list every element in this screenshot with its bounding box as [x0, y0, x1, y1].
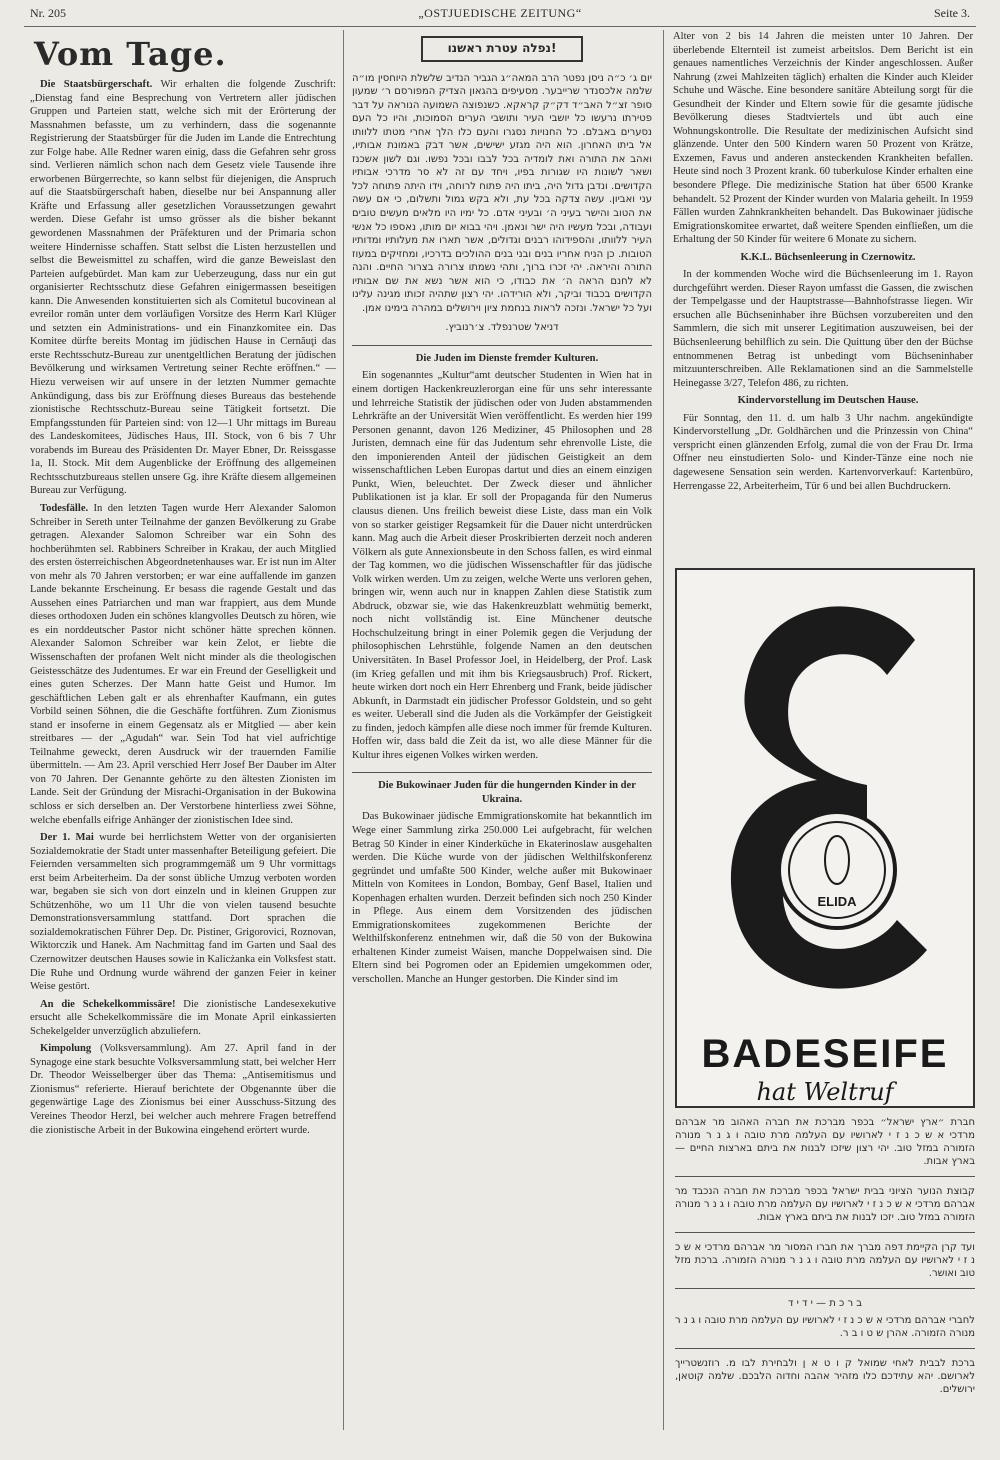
article-lead: Die Staatsbürgerschaft. [40, 79, 153, 90]
article-heading: Die Bukowinaer Juden für die hungernden Kinder in der Ukraina. [378, 780, 636, 805]
divider [675, 1232, 975, 1233]
article-body: Die zionistische Landesexekutive ersucht alle Schekelkommissäre die im Monate April einkassierten Schekelgelder unverzüglich abzuliefern. [30, 998, 336, 1037]
large-e-letter [731, 606, 927, 988]
soap-bar-circle [779, 812, 895, 928]
article-heading: K.K.L. Büchsenleerung in Czernowitz. [740, 251, 916, 263]
notice: קבוצת הנוער הציוני בבית ישראל בכפר מברכת את חברה הנכבד מר אברהם מרדכי א ש כ נ ז י לארושיו עם העלמה מרת טובה ו ג נ ר מנורה הזמורה במזל טוב. יזכו לבנות את ביתם בארץ אבות. [675, 1186, 975, 1223]
article-todesfaelle [30, 502, 336, 827]
article-erster-mai [30, 831, 336, 994]
article-body: Das Bukowinaer jüdische Emmigrationskomite hat bekanntlich im Wege einer Sammlung zirka 250.000 Lei aufgebracht, für welchen Betrag 50 Kinder in einer Kinderküche in Ekaterinoslaw ausgehalten werden. Die Küche wurde von der jüdischen Welthilfskonferenz gegründet und umfaßte 500 Kinder, welche außer mit Bukowinaer Mitteln von Komitees in London, Bombay, Genf Basel, Italien und Kopenhagen erhalten wurden. Derzeit befinden sich noch 250 Kinder in Pflege. Aus einem dem Vorsitzenden des jüdischen Emmigrationskomitees zugekommenen Berichte der Welthilfskonferenz entnehmen wir, daß die 50 von der Bukowina erhaltenen Kinder zumeist Waisen, manche Doppelwaisen sind. Die Eltern sind bei Pogromen oder an Epidemien umgekommen oder, verschollen. Manche an Hunger gestorben. Die Kinder sind im [352, 811, 652, 985]
notice-heading: ב ר כ ת — י ד י ד [787, 1298, 863, 1309]
article-body: Alter von 2 bis 14 Jahren die meisten unter 10 Jahren. Der überlebende Elternteil ist zumeist arbeitslos. Dem Bericht ist ein genaues namentliches Verzeichnis der Kinder angeschlossen. Außer Nahrung (zwei Mahlzeiten täglich) erhalten die Kinder auch Kleider Schuhe und Wäsche. Eine besondere sanitäre Abteilung sorgt für die Gesundheit der Kinder und Eltern sowie für die gesamte jüdische Bevölkerung dieses Stadtviertels und übt auch eine Wohnungskontrolle. Die Resultate der medizinischen Aufsicht sind glänzende. Unter den 500 Kindern waren 50 Prozent von Krätze, Exzemen, Favus und anderen ansteckenden Krankheiten befallen. Heute sind noch 3 Prozent krank. 60 tuberkulose Kinder erhalten eine besondere Pflege. Die medizinische Station hat über 6500 Kranke behandelt. 52 Prozent der Kinder wurden von Malaria geheilt. In 1959 Fällen wurden Zahnkrankheiten behandelt. Das Bukowinaer jüdische Emigrationskomitee erwartet, daß weitere Spenden einfließen, um die Erhaltung der 50 Kinder für weitere 6 Monate zu sichern. [673, 31, 973, 246]
article-heading: Kindervorstellung im Deutschen Hause. [737, 395, 919, 407]
article-body: Wir erhalten die folgende Zuschrift: „Dienstag fand eine Besprechung von Vertretern aller jüdischen Gruppen und Parteien statt, welche sich mit der Erörterung der Massnahmen befasste, um zu verhindern, dass die sogenannte Registrierung der Staatsbürger für die Juden im Lande die Entrechtung zur Folge habe. Alle Redner waren einig, dass die Gefahren sehr gross sind. Verlieren nämlich schon nach dem Gesetz viele Tausende ihre erworbenen Bürgerrechte, so kann selbst für diejenigen, die Anspruch auf die Staatsbürgerschaft haben, dieselbe nur bei Anspannung aller Kräfte und Erfassung aller gesetzlichen Voraussetzungen gewahrt werden. Diese Gefahr ist umso grösser als die bisher bekannt gewordenen Massnahmen der Präfekturen und der Primaria schon weitere Hindernisse schaffen. Statt selbst die Listen herzustellen und selbst die Beweismittel zu schaffen, wird die ganze Beweislast den Parteien aufgebürdet. Man kam zur Ueberzeugung, dass nur ein gut organisierter Rechtsschutz diese Gefahren einigermassen beseitigen kann. Die Anwesenden konstituierten sich als Comitetul bucovinean al evreilor român unter dem vorläufigen Vorsitze des Herrn Karl Klüger und setzten ein Administrations- und ein Finanzkomitee ein. Das Komitee dürfte bereits Montag im jüdischen Hause in Cernăuţi das erste Rechtsschutz-Bureau zur unentgeltlichen Beratung der jüdischen Bevölkerung und wirksamen Vertretung seiner Rechte eröffnen.“ — Hiezu verweisen wir auf unsere in der letzten Nummer gemachte Ankündigung, dass bis zur Eröffnung dieses Bureaus das bestehende zionistische Rechtsschutz-Bureau seine Tätigkeit fortsetzt. Die Empfangsstunden für Parteien sind: von 12—1 Uhr mittags im Bureau des Landeskomitees, Jüdisches Haus, III. Stock, von 6 bis 7 Uhr vorabends im Bureau des Präsidenten Dr. Mayer Ebner, Dr. Reissgasse 1a, II. Stock. Mit dem Augenblicke der Eröffnung des allgemeinen Rechtsschutzbureaus stellen unsere Gg. ihre Kräfte diesem allgemeinen Bureau zur Verfügung. [30, 79, 336, 497]
article-lead: An die Schekelkommissäre! [40, 998, 176, 1010]
article-lead: Der 1. Mai [40, 832, 94, 844]
hebrew-notices [675, 1116, 975, 1400]
issue-number: Nr. 205 [30, 6, 66, 20]
article-body: In der kommenden Woche wird die Büchsenleerung im 1. Rayon durchgeführt werden. Dieser Rayon umfasst die Gassen, die zwischen der Tempelgasse und der Hauptstrasse—Bahnhofstrasse liegen. Wir ersuchen alle Büchseninhaber ihre Büchsen vorzubereiten und den Sammlern, die sich mit unserer Legitimation auszuweisen, bei der Büchsenleerung behilflich zu sein. Die Quittung über den der Büchse entnommenen Betrag ist unbedingt vom Büchseninhaber mitzuunterschreiben. Alle Reklamationen sind an die Sammelstelle Heinegasse 3/27, Telefon 486, zu richten. [673, 269, 973, 389]
divider [675, 1288, 975, 1289]
article-lead: Todesfälle. [40, 502, 89, 514]
column-divider-1 [343, 30, 344, 1430]
newspaper-title: „OSTJUEDISCHE ZEITUNG“ [418, 6, 582, 20]
divider [675, 1348, 975, 1349]
column-right [673, 30, 973, 560]
divider [352, 345, 652, 346]
article-staatsbuergerschaft [30, 78, 336, 498]
column-divider-2 [663, 30, 664, 1430]
column-middle [352, 30, 652, 1435]
elida-soap-advertisement [675, 568, 975, 1108]
article-body: (Volksversammlung). Am 27. April fand in der Synagoge eine stark besuchte Volksversammlung statt, bei welcher Herr Dr. Theodor Weisselberger über das Thema: „Antisemitismus und Zionismus“ referierte. Hierauf berichtete der Obgenannte über die gegenwärtige Lage des Zionismus bei einer Ausschuss-Sitzung des Vereines Theodor Herzl, bei welcher auch mehrere Fragen betreffend die zionistische Arbeit in der Bukowina eingehend erörtert wurde. [30, 1043, 336, 1136]
article-body: wurde bei herrlichstem Wetter von der organisierten Sozialdemokratie der Stadt unter massenhafter Beteiligung gefeiert. Die Feiernden versammelten sich programmgemäß um 9 Uhr vormittags erst beim Arbeiterheim. Da der sonst übliche Umzug verboten worden war, begaben sie sich von dort einzeln und in kleinen Gruppen zur Schützenhöhe, wo um 11 Uhr die von vielen tausend besuchte Demonstrationsversammlung stattfand. Dort sprachen die sozialdemokratischen Führer Dep. Dr. Pistiner, Grigorovici, Roznovan, Wiktorczik und Hanek. Am Nachmittag fand im Garten und Saal des Czernowitzer deutschen Hauses sowie in Kalicżanka ein Volksfest statt. Die Ruhe und Ordnung wurde während der ganzen Feier in keiner Weise gestört. [30, 832, 336, 993]
ad-headline: BADESEIFE [701, 1032, 949, 1076]
article-kimpolung [30, 1042, 336, 1137]
column-left [30, 30, 336, 1430]
notice: ועד קרן הקיימת דפה מברך את חברו המסור מר אברהם מרדכי א ש כ נ ז י לארושיו עם העלמה מרת טובה ו ג נ ר מנורה הזמורה. ברכת מזל טוב ואושר. [675, 1242, 975, 1279]
elida-logo-graphic [677, 570, 973, 1030]
page-number: Seite 3. [934, 6, 970, 20]
notice: לחברי אברהם מרדכי א ש כ נ ז י לארושיו עם העלמה מרת טובה ו ג נ ר מנורה הזמורה. אהרן ש ט ו ב ר. [675, 1315, 975, 1339]
notice: ברכת לבבית לאחי שמואל ק ו ט א ן ולבחירת לבו מ. רוזנשטרייך לארושם. יהא עתידכם כלו מזהיר אהבה וחדוה הלבכם. שלמה קוטאן, ירושלים. [675, 1358, 975, 1395]
article-heading: Die Juden im Dienste fremder Kulturen. [415, 352, 599, 364]
ad-slogan: hat Weltruf [756, 1078, 894, 1106]
obituary-signature: דניאל שטרנפלד. צ׳רנוביץ. [445, 322, 559, 334]
header-rule [24, 26, 976, 27]
page-header [30, 6, 970, 24]
article-body: Ein sogenanntes „Kultur“amt deutscher Studenten in Wien hat in einem dortigen Hackenkreuzlerorgan eine für uns sehr interessante und lehrreiche Statistik der jüdischen oder von Juden abstammenden Lehrkräfte an der Universität Wien veröffentlicht. Es werden hier 199 Personen genannt, davon 126 Mediziner, 45 Philosophen und 28 Juristen, demnach eine für das Judentum sehr ehrenvolle Liste, die den imponierenden Anteil der jüdischen Geistigkeit an dem wissenschaftlichen Leben Europas dartut und dies an einem einzigen Punkt, Wien, beleuchtet. Der Zweck dieser und ähnlicher Publikationen ist ja klar. Er soll der Propaganda für den Numerus clausus dienen. Uns freilich beweist diese Liste, dass man ein Volk von so starker geistiger Regsamkeit für die Dauer nicht unterdrücken kann. Mag auch die Arbeit dieser Proskribierten derzeit noch anderen Völkern als gute Annexionsbeute in den Schoss fallen, es wird einmal der Tag kommen, wo die jüdischen Wissenschaftler für das jüdische Volk wirken werden. Um zu zeigen, welche Werte uns verloren gehen, bringen wir, wenn auch nur in knappen Zahlen diese Statistik zum Abdruck, obzwar sie, wie das Hakenkreuzblatt wehmütig bemerkt, noch nicht vollständig ist. Eine Münchener deutsche Hochschulzeitung bringt in einer Polemik gegen die Verjudung der philosophischen Lehrstühle, folgende Namen an den deutschen Universitäten. In Basel Professor Joel, in Heidelberg, der Prof. Lask (im Krieg gefallen und mit ihm bis Kriegsausbruch) Prof. Rickert, heute wirken dort noch ein Herr Ehrenberg und Frank, beide jüdischer Abkunft, in Darmstadt ein jüdischer Professor Goldstein, und so geht es weiter. Ueberall sind die Juden als die Vorkämpfer der Geistigkeit zu finden, jedoch kämpfen alle diese noch immer für fremde Kulturen. Hoffen wir, dass bald die Zeit da ist, wo alle diese Männer für die Kultur ihres eigenen Volkes wirken werden. [352, 370, 652, 761]
article-schekel [30, 998, 336, 1039]
section-heading: Vom Tage. [34, 35, 227, 73]
obituary-title-box: נפלה עטרת ראשנו! [421, 36, 583, 62]
article-lead: Kimpolung [40, 1043, 92, 1055]
divider [675, 1176, 975, 1177]
soap-brand-label: ELIDA [817, 894, 857, 909]
article-body: Für Sonntag, den 11. d. um halb 3 Uhr nachm. angekündigte Kindervorstellung „Dr. Goldhärchen und die Prinzessin von China“ verspricht einen glänzenden Erfolg, zumal die von der Frau Dr. Irma Offner neu einstudierten Solo- und Kinder-Tänze eine noch nie dagewesene Sensation sein werden. Kartenvorverkauf: Kartenbüro, Herrengasse 22, Arbeiterheim, Tür 6 und bei allen Buchdruckern. [673, 412, 973, 492]
article-body: In den letzten Tagen wurde Herr Alexander Salomon Schreiber in Sereth unter Teilnahme der ganzen Bevölkerung zu Grabe getragen. Alexander Salomon Schreiber war ein Sohn des hochberühmten sel. Rabbiners Schreiber in Krakau, der auch Mitglied des ersten österreichischen Abgeordnetenhauses war. Er ist nun im Alter von mehr als 70 Jahren verstorben; er war eine auffallende im ganzen Lande bekannte Erscheinung. Er besass die ragende Gestalt und das Aussehen eines Patriarchen und man war frappiert, aus dem Munde dieses orthodoxen Juden ein schönes klangvolles Deutsch zu hören, wie es ein norddeutscher Pastor nicht schöner hätte sprechen können. Alexander Salomon Schreiber war kein Zelot, er liebte die Wissenschaften der profanen Welt nicht minder als die theologischen Geistesschätze des Judentumes. Er war ein Freund der Geselligkeit und eines guten Scherzes. Der Mann hatte Geist und Humor. Im geschäftlichen Leben galt er als ehrenhafter Kaufmann, ein gutes Vorbild seinen Söhnen, die die Geschäfte fortführen. Zum Zionismus stand er insoferne in einem Gegensatz als er Mitglied — aber kein streitbares — der „Agudah“ war. Sein Tod hat viel aufrichtige Teilnahme geweckt, deren Ausdruck wir der trauernden Familie übermitteln. — Am 23. April verschied Herr Josef Ber Dauber im Alter von 70 Jahren. Der Genannte gehörte zu den ältesten Zionisten im Lande. Seit der Gründung der Misrachi-Organisation in der Bukowina schloss er sich derselben an. Der Verstorbene hinterliess zwei Söhne, welche ebenfalls eifrige Anhänger der zionistischen Idee sind. [30, 502, 336, 826]
notice: חברת ״ארץ ישראל״ בכפר מברכת את חברה האהוב מר אברהם מרדכי א ש כ נ ז י לארושיו עם העלמה מרת טובה ו ג נ ר מנורה הזמורה במזל טוב. יהי רצון שיזכו לבנות את ביתם בארצות החיים — בארץ אבות. [675, 1117, 975, 1167]
divider [352, 772, 652, 773]
hebrew-obituary: יום ג׳ כ״ה ניסן נפטר הרב המאה״ג הגביר הנדיב שלשלת היוחסין מו״ה שלמה אלכסנדר שרייבער. מסעיפים בהגאון הצדיק המפורסם ר׳ שמעון סופר זצ״ל האב״ד דק״ק קראקא. כשנפוצה השמועה הנוראה על דבר פטירתו נרעשו כל יושבי העיר ותושבי הערים הסמוכות, והיו כל העם נסערים באבלם. כל החנויות נסגרו והעם כלו הלך אחרי מטתו ללוותו אל ביתו האחרון. הוא היה מגזע ישישים, אשר דבק באמונת אבותיו, ואהב את התורה ואת לומדיה בכל לבבו ובכל נפשו. וגם לשון אשכנז ושאר לשונות היו שגורות בפיו, ויחד עם זה לא סר מדרכי אבותיו הקדושים. ונדבן גדול היה, ביתו היה פתוח לרוחה, וידו היתה פתוחה לכל עני ואביון. עשה צדקה בכל עת, ולא בקש גמול ותשלום, כי אם עשה את הטוב והישר בעיני ה׳ ובעיני אדם. כל ימיו היו מלאים מעשים טובים ועבודה, ובכל מעשיו היה ישר ונאמן. ויהי בבוא יום מותו, נאספו כל אנשי העיר ללוותו, והספידוהו רבנים וגדולים, אשר תארו את מעלותיו ומדותיו הטובות. כן הניח אחריו בנים ובני בנים ההולכים בדרכיו, ומחזיקים במעוז התורה והיראה. יהי זכרו ברוך, ותהי נשמתו צרורה בצרור החיים. והנה לא לחנם הראה ה׳ את כבודו, כי הוא אשר נשא את שם אבותיו הקדושים בכבוד וביקר, ולא הורידהו. יהי רצון שתהיה זכותו מגינה עלינו ועל כל ישראל. ונזכה לראות בנחמת ציון וירושלים במהרה בימינו אמן. [352, 72, 652, 314]
